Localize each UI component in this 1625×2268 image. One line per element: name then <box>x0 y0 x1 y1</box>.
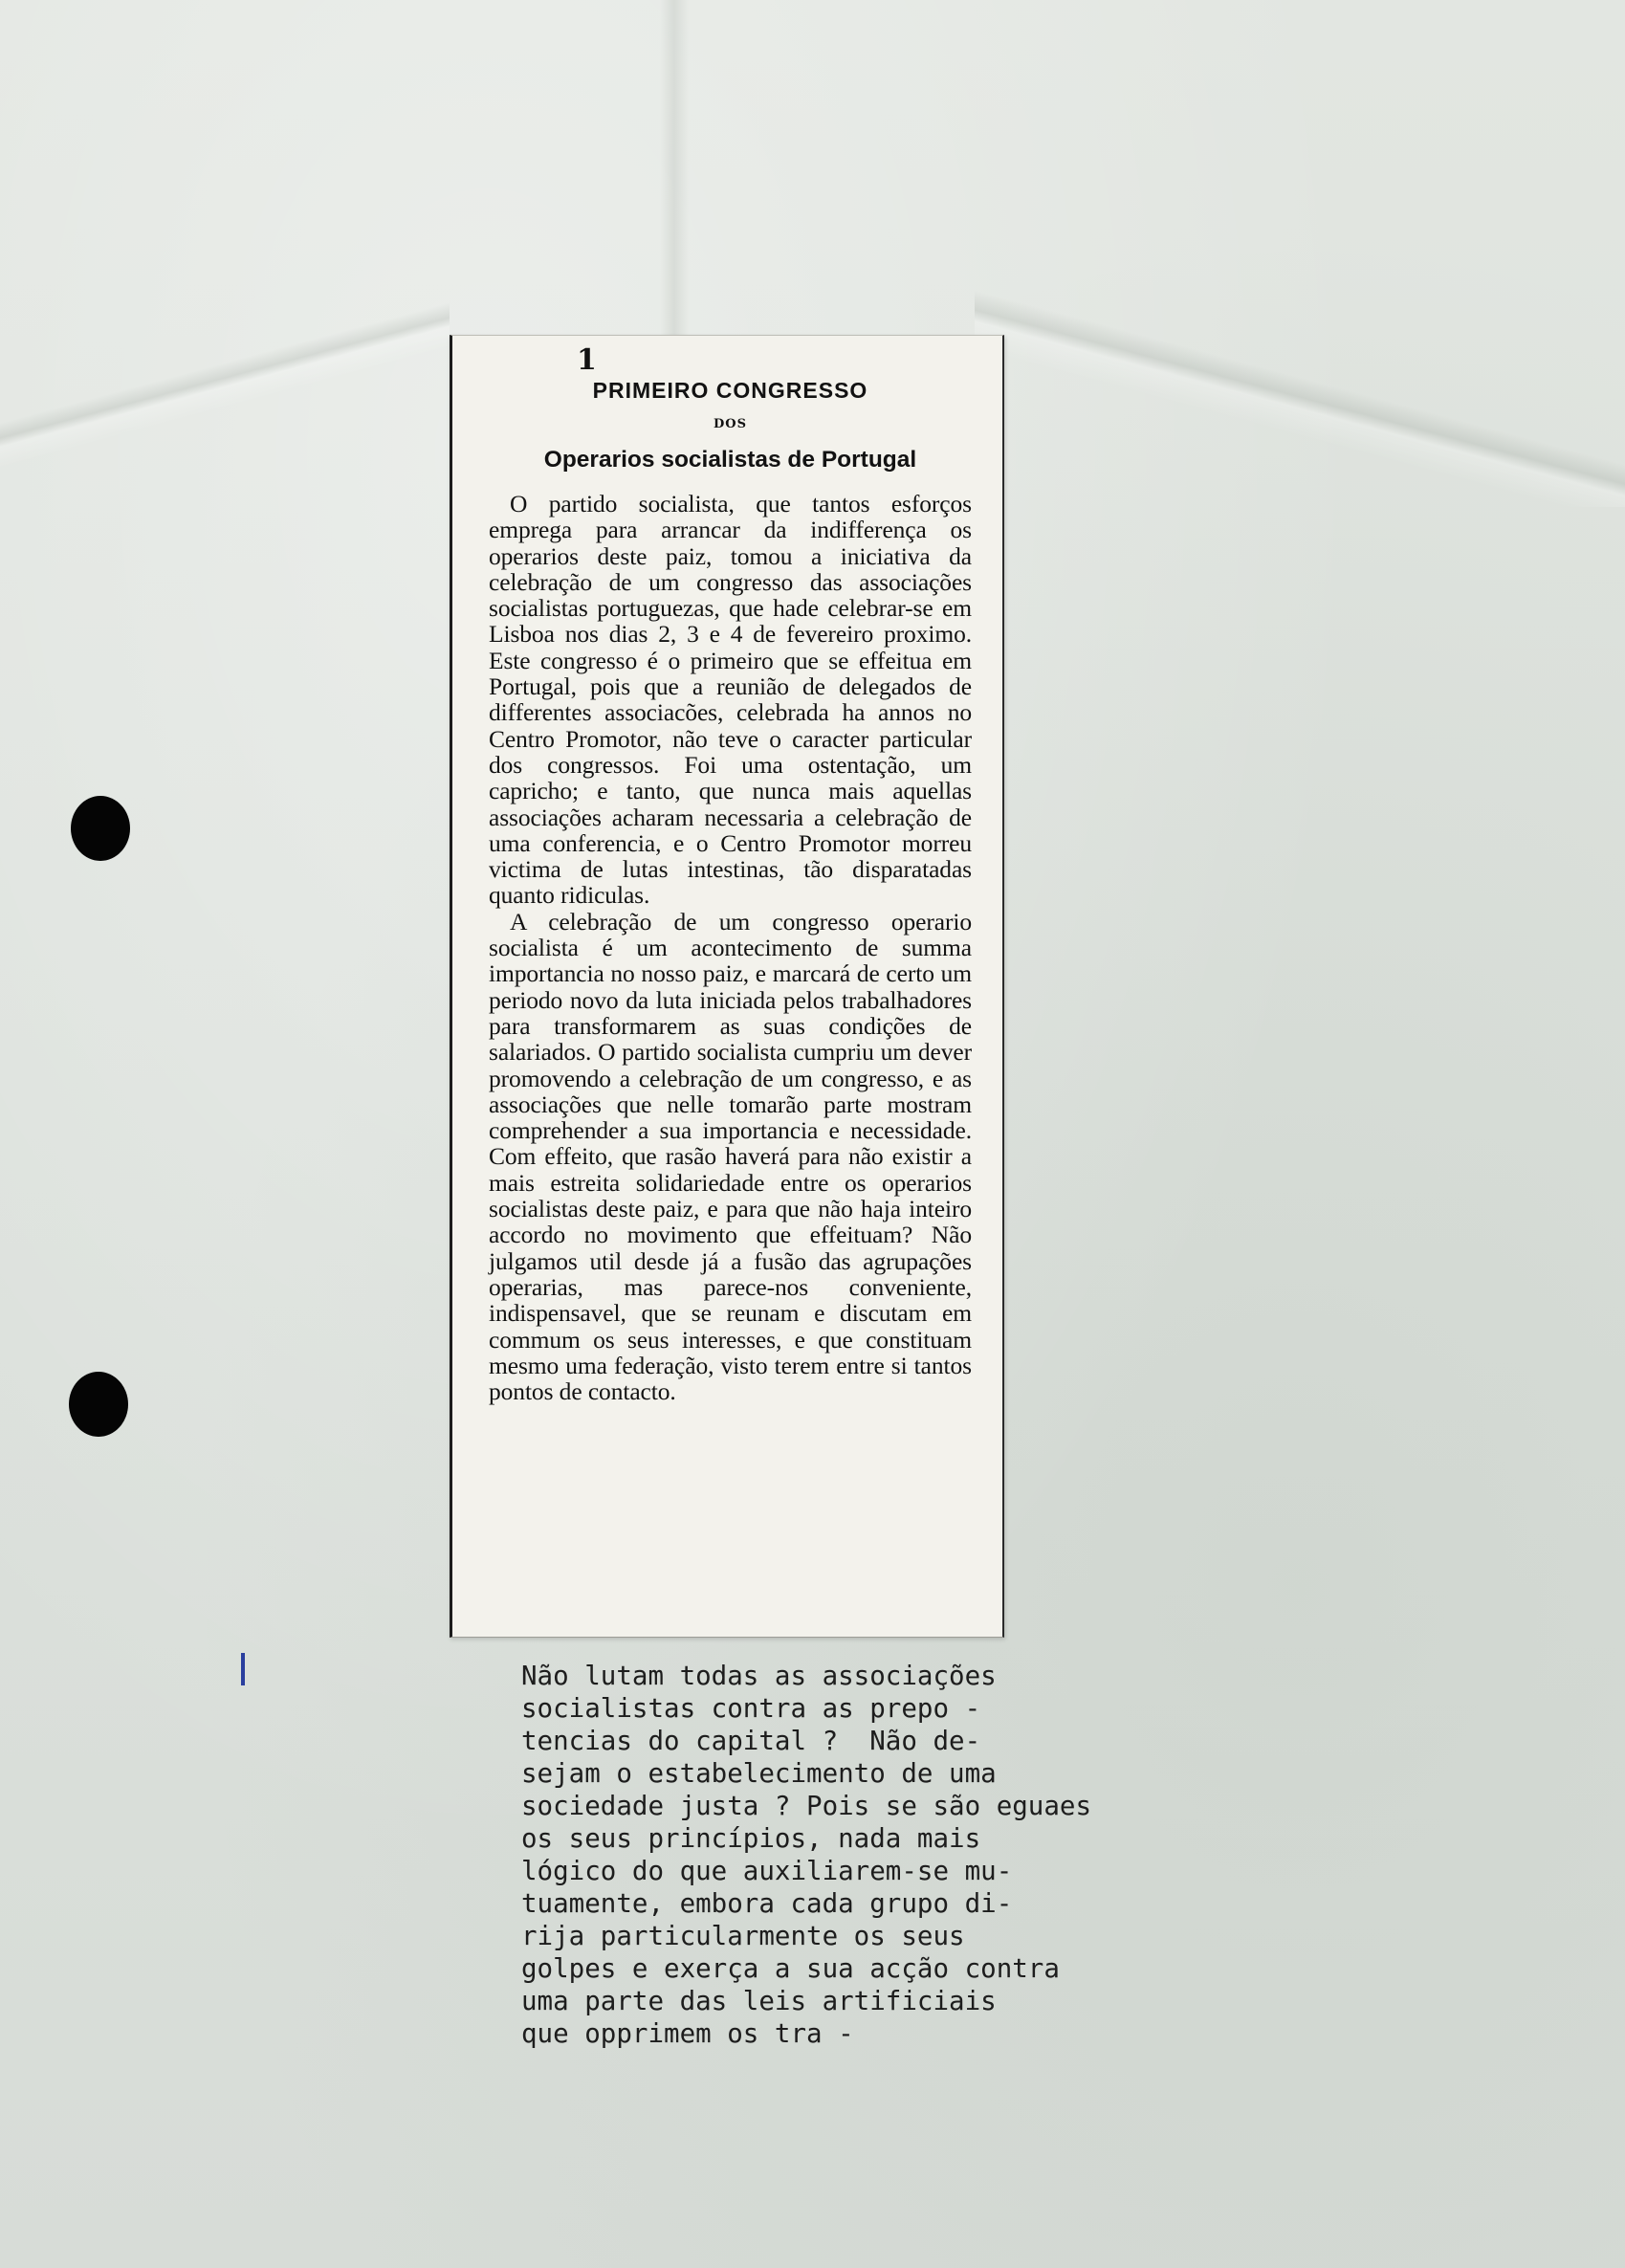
typewritten-text <box>521 1660 1133 2050</box>
clipping-paragraph-2: A celebração de um congresso operario socialista é um acontecimento de summa importancia no nosso paiz, e marcará de certo um periodo novo da luta iniciada pelos trabalhadores para transformarem as suas condições de salariados. O partido socialista cumpriu um dever promovendo a celebração de um congresso, e as associações que nelle tomarão parte mostram comprehender a sua importancia e necessidade. Com effeito, que rasão haverá para não existir a mais estreita solidariedade entre os operarios socialistas deste paiz, e para que não haja inteiro accordo no movimento que effeituam? Não julgamos util desde já a fusão das agrupações operarias, mas parece-nos conveniente, indispensavel, que se reunam e discutam em commum os seus interesses, e que constituam mesmo uma federação, visto terem entre si tantos pontos de contacto. <box>489 907 972 1406</box>
paper-crease-right <box>975 287 1625 507</box>
typed-line: rija particularmente os seus <box>521 1921 965 1951</box>
newspaper-clipping <box>450 335 1004 1638</box>
typed-line: tencias do capital ? Não de- <box>521 1726 981 1756</box>
punch-hole-top <box>71 796 130 861</box>
typed-line: socialistas contra as prepo - <box>521 1693 981 1724</box>
paper-crease-vertical <box>660 0 689 344</box>
typed-line: sociedade justa ? Pois se são eguaes <box>521 1791 1092 1821</box>
typed-line: os seus princípios, nada mais <box>521 1823 981 1854</box>
typed-line: que opprimem os tra - <box>521 2018 854 2049</box>
typed-line: golpes e exerça a sua acção contra <box>521 1953 1060 1984</box>
typed-line: lógico do que auxiliarem-se mu- <box>521 1856 1013 1886</box>
typed-line: tuamente, embora cada grupo di- <box>521 1888 1013 1919</box>
pen-correction-mark <box>241 1653 245 1685</box>
paper-crease-left <box>0 287 450 469</box>
punch-hole-bottom <box>69 1372 128 1437</box>
clipping-subtitle: Operarios socialistas de Portugal <box>543 447 917 473</box>
clipping-title: PRIMEIRO CONGRESSO <box>592 378 868 403</box>
typed-line: uma parte das leis artificiais <box>521 1986 997 2016</box>
clipping-mark: 1 <box>577 343 597 377</box>
clipping-dos: DOS <box>714 417 747 431</box>
clipping-paragraph-1: O partido socialista, que tantos esforços emprega para arrancar da indifferença os operarios deste paiz, tomou a iniciativa da celebração de um congresso das associações socialistas portuguezas, que hade celebrar-se em Lisboa nos dias 2, 3 e 4 de fevereiro proximo. Este congresso é o primeiro que se effeitua em Portugal, pois que a reunião de delegados de differentes associacões, celebrada ha annos no Centro Promotor, não teve o caracter particular dos congressos. Foi uma ostentação, um capricho; e tanto, que nunca mais aquellas associações acharam necessaria a celebração de uma conferencia, e o Centro Promotor morreu victima de lutas intestinas, tão disparatadas quanto ridiculas. <box>489 490 972 910</box>
typed-line: Não lutam todas as associações <box>521 1661 997 1691</box>
typed-line: sejam o estabelecimento de uma <box>521 1758 997 1789</box>
